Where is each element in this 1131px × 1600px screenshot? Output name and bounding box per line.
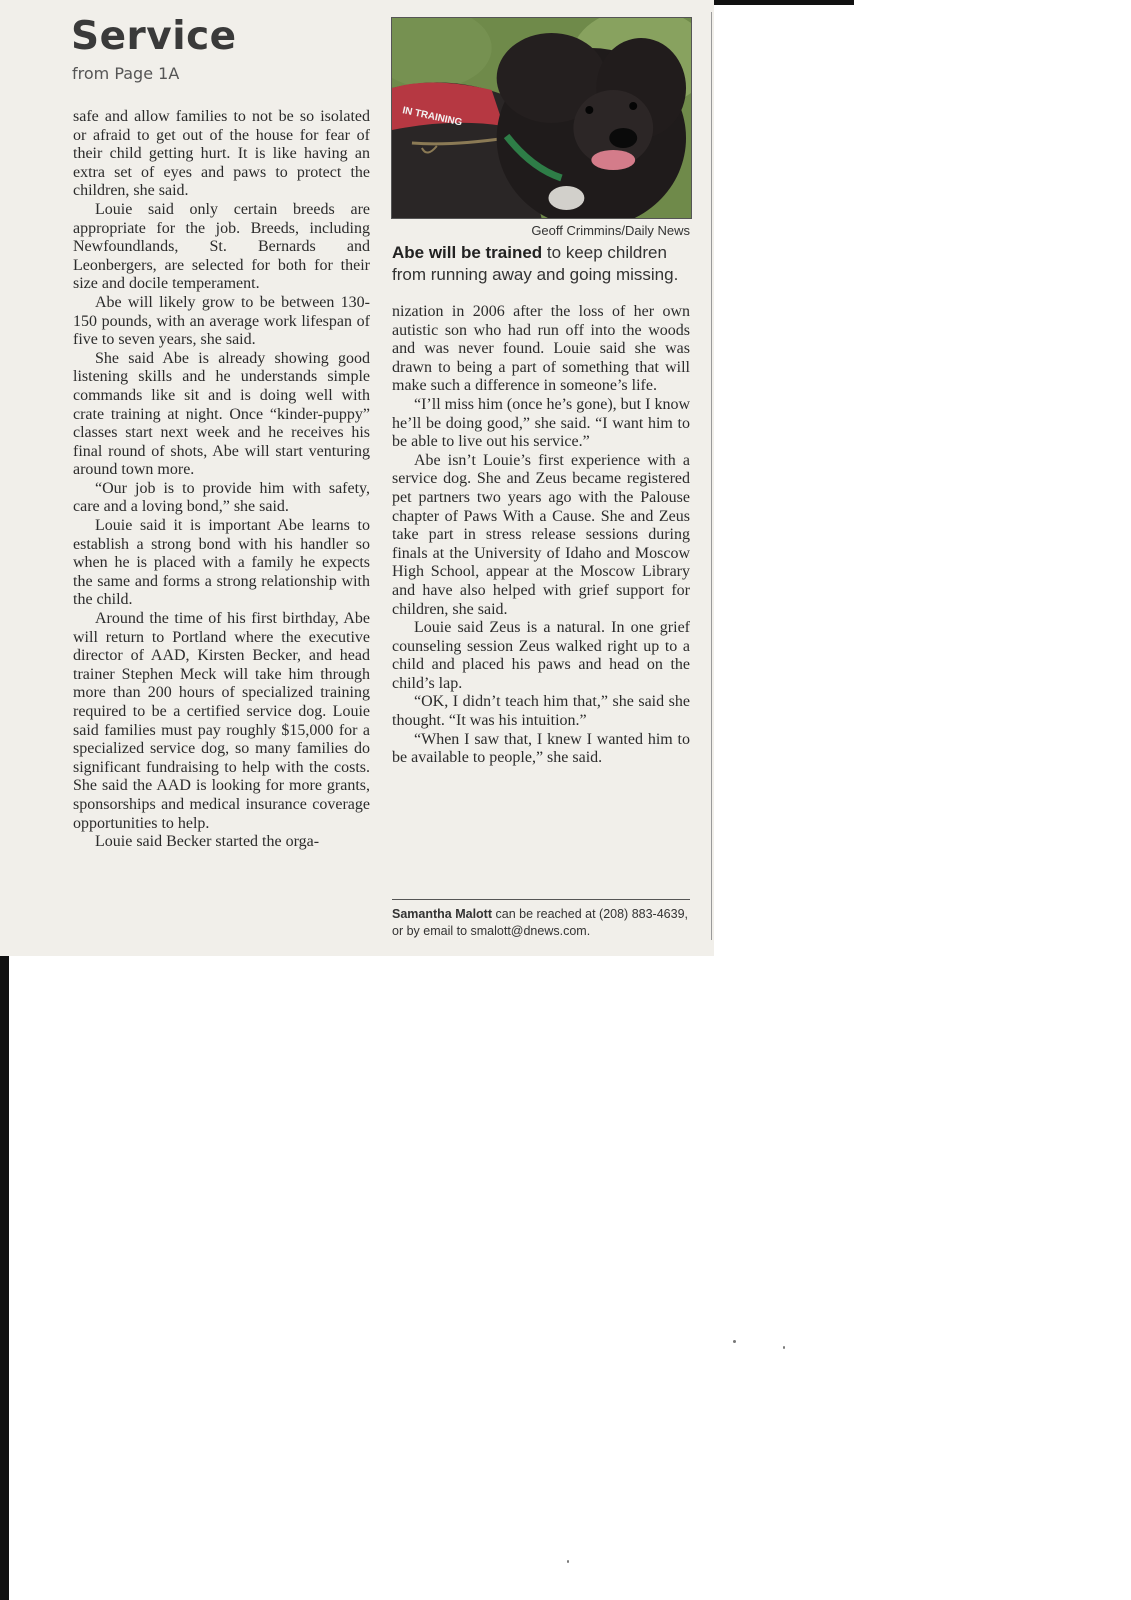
caption-text: to keep children from running away and going missing. xyxy=(392,243,679,284)
jump-line: from Page 1A xyxy=(72,64,180,83)
vest-label: IN TRAINING xyxy=(401,105,464,129)
photo-credit: Geoff Crimmins/Daily News xyxy=(531,223,690,238)
headline: Service xyxy=(71,14,237,59)
paragraph: Around the time of his first birthday, Abe will return to Portland where the executive director of AAD, Kirsten Becker, and head trainer Stephen Meck will take him through more than 200 hours of specialized training required to be a certified service dog. Louie said families must pay roughly $15,000 for a specialized service dog, so many families do significant fundraising to help with the costs. She said the AAD is looking for more grants, sponsorships and medical insurance coverage opportunities to help. xyxy=(73,610,370,832)
author-name: Samantha Malott xyxy=(392,907,493,921)
paragraph: “I’ll miss him (once he’s gone), but I know he’ll be doing good,” she said. “I want him to be able to live out his service.” xyxy=(392,395,690,451)
paragraph: Abe isn’t Louie’s first experience with a service dog. She and Zeus became registered pet partners two years ago with the Palouse chapter of Paws With a Cause. She and Zeus take part in stress release sessions during finals at the University of Idaho and Moscow High School, appear at the Moscow Library and have also helped with grief support for children, she said. xyxy=(392,451,690,618)
paragraph: “OK, I didn’t teach him that,” she said she thought. “It was his intuition.” xyxy=(392,693,690,730)
caption-lead: Abe will be trained xyxy=(392,243,543,262)
photo-caption xyxy=(392,242,690,285)
scan-speck xyxy=(733,1340,736,1343)
paragraph: Louie said Becker started the orga- xyxy=(95,833,320,851)
paragraph: “When I saw that, I knew I wanted him to be available to people,” she said. xyxy=(392,730,690,767)
column-rule xyxy=(711,12,712,940)
author-contact: can be reached at (208) 883-4639, or by email to smalott@dnews.com. xyxy=(392,907,688,938)
newfoundland-puppy-photo xyxy=(391,17,692,219)
paragraph: nization in 2006 after the loss of her own autistic son who had run off into the woods and was never found. Louie said she was drawn to being a part of something that will make such a difference in someone’s life. xyxy=(392,303,690,395)
paragraph: “Our job is to provide him with safety, care and a loving bond,” she said. xyxy=(73,479,370,516)
scan-speck xyxy=(567,1560,569,1563)
author-tagline xyxy=(392,906,690,940)
paragraph: Louie said Zeus is a natural. In one grief counseling session Zeus walked right up to a child and placed his paws and head on the child’s lap. xyxy=(392,619,690,692)
scan-left-edge xyxy=(0,956,9,1600)
right-column xyxy=(392,303,690,768)
scan-top-edge xyxy=(714,0,854,5)
tagline-divider xyxy=(392,899,690,900)
paragraph: Louie said it is important Abe learns to establish a strong bond with his handler so when he is placed with a family he expects the same and forms a strong relationship with the child. xyxy=(73,517,370,609)
paragraph: safe and allow families to not be so isolated or afraid to get out of the house for fear of their child getting hurt. It is like having an extra set of eyes and paws to protect the children, she said. xyxy=(73,108,370,200)
puppy-illustration xyxy=(392,18,691,218)
paragraph: Louie said only certain breeds are appropriate for the job. Breeds, including Newfoundlands, St. Bernards and Leonbergers, are selected for both for their size and docile temperament. xyxy=(73,200,370,293)
left-column xyxy=(73,108,370,852)
paragraph: Abe will likely grow to be between 130-150 pounds, with an average work lifespan of five to seven years, she said. xyxy=(73,293,370,349)
newspaper-clipping xyxy=(0,0,714,956)
paragraph: She said Abe is already showing good listening skills and he understands simple commands like sit and is doing well with crate training at night. Once “kinder-puppy” classes start next week and he receives his final round of shots, Abe will start venturing around town more. xyxy=(73,349,370,479)
scan-speck xyxy=(783,1346,785,1349)
